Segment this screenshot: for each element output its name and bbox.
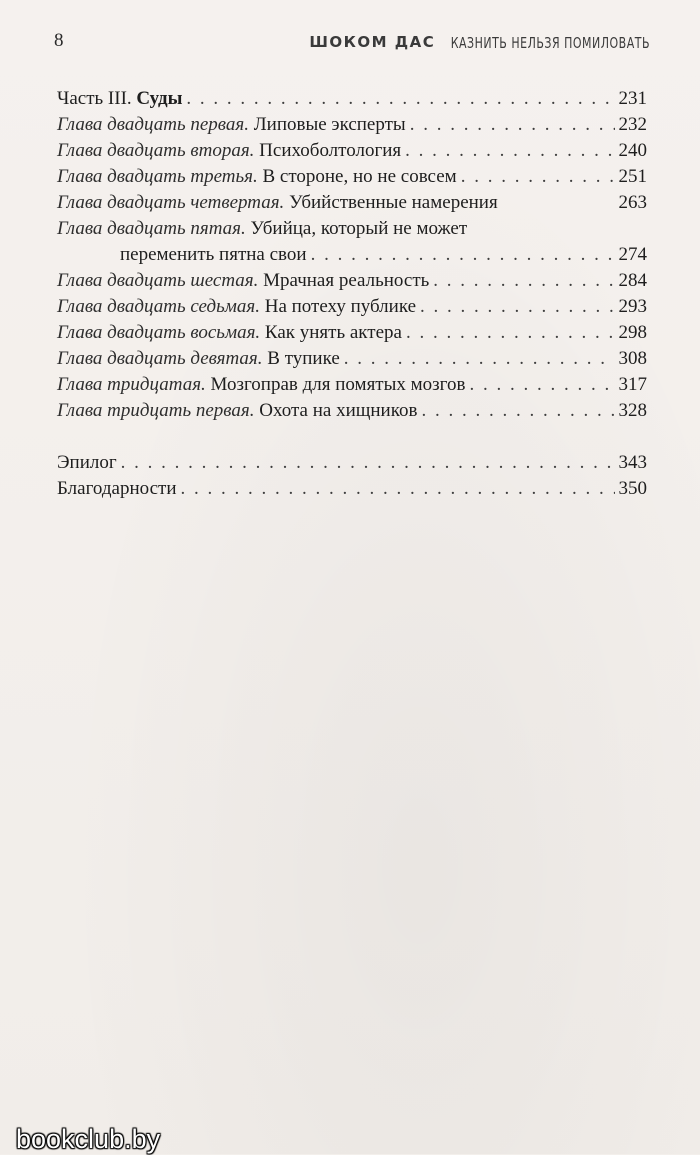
toc-entry-label: Эпилог <box>57 452 117 473</box>
toc-page-number: 274 <box>618 244 647 265</box>
toc-leader-dots <box>420 294 614 320</box>
toc-entry-acknowledgements <box>57 476 647 502</box>
toc-entry-chapter-22 <box>57 138 647 164</box>
toc-entry-label <box>57 190 498 216</box>
chapter-title: В тупике <box>267 348 340 369</box>
toc-entry-label <box>57 320 402 346</box>
toc-leader-dots <box>406 320 615 346</box>
chapter-title: Липовые эксперты <box>253 114 406 135</box>
toc-entry-label <box>57 398 417 424</box>
chapter-title: Убийственные намерения <box>289 192 498 213</box>
chapter-number: Глава тридцатая. <box>57 374 206 395</box>
toc-entry-chapter-28 <box>57 320 647 346</box>
running-head-author: ШОКОМ ДАС <box>309 33 436 51</box>
toc-leader-dots <box>311 242 615 268</box>
toc-page-number: 308 <box>618 348 647 369</box>
toc-page-number: 240 <box>618 140 647 161</box>
toc-entry-part-3 <box>57 86 647 112</box>
toc-entry-label <box>57 294 416 320</box>
toc-leader-dots <box>186 86 614 112</box>
toc-entry-chapter-25-continued <box>57 242 647 268</box>
toc-entry-chapter-26 <box>57 268 647 294</box>
toc-entry-chapter-25 <box>57 216 647 242</box>
toc-entry-label <box>57 372 465 398</box>
toc-leader-dots <box>469 372 614 398</box>
toc-entry-label <box>57 268 429 294</box>
toc-page-number: 263 <box>618 192 647 213</box>
chapter-number: Глава двадцать первая. <box>57 114 250 135</box>
toc-entry-label <box>57 346 340 372</box>
chapter-title: Психоболтология <box>259 140 402 161</box>
chapter-number: Глава двадцать вторая. <box>57 140 255 161</box>
toc-leader-dots <box>433 268 614 294</box>
toc-entry-label <box>57 138 401 164</box>
toc-entry-chapter-27 <box>57 294 647 320</box>
toc-leader-dots <box>181 476 615 502</box>
chapter-number: Глава двадцать седьмая. <box>57 296 260 317</box>
toc-entry-epilogue <box>57 450 647 476</box>
toc-leader-dots <box>461 164 615 190</box>
toc-page-number: 251 <box>618 166 647 187</box>
toc-leader-dots <box>410 112 615 138</box>
chapter-title: В стороне, но не совсем <box>262 166 457 187</box>
chapter-title: На потеху публике <box>264 296 417 317</box>
toc-leader-dots <box>421 398 614 424</box>
toc-entry-chapter-24 <box>57 190 647 216</box>
chapter-title: Как унять актера <box>264 322 402 343</box>
table-of-contents <box>57 86 647 502</box>
chapter-title: Мрачная реальность <box>263 270 430 291</box>
running-head-title: КАЗНИТЬ НЕЛЬЗЯ ПОМИЛОВАТЬ <box>450 34 650 53</box>
toc-entry-label <box>57 164 457 190</box>
toc-entry-chapter-31 <box>57 398 647 424</box>
toc-page-number: 317 <box>618 374 647 395</box>
toc-entry-chapter-21 <box>57 112 647 138</box>
toc-leader-dots <box>405 138 614 164</box>
running-head <box>309 33 650 51</box>
toc-page-number: 343 <box>618 452 647 473</box>
toc-page-number: 231 <box>618 88 647 109</box>
section-spacer <box>57 424 647 450</box>
site-watermark: bookclub.by <box>16 1124 161 1154</box>
toc-entry-chapter-23 <box>57 164 647 190</box>
toc-entry-chapter-30 <box>57 372 647 398</box>
chapter-title-continued: переменить пятна свои <box>120 244 307 265</box>
toc-entry-label <box>57 112 406 138</box>
toc-page-number: 328 <box>618 400 647 421</box>
chapter-number: Глава двадцать шестая. <box>57 270 259 291</box>
chapter-number: Глава двадцать девятая. <box>57 348 263 369</box>
toc-page-number: 350 <box>618 478 647 499</box>
chapter-number: Глава двадцать восьмая. <box>57 322 261 343</box>
toc-leader-dots <box>344 346 615 372</box>
toc-page-number: 293 <box>618 296 647 317</box>
toc-page-number: 298 <box>618 322 647 343</box>
chapter-number: Глава двадцать третья. <box>57 166 258 187</box>
chapter-title: Убийца, который не может <box>250 218 468 239</box>
chapter-title: Охота на хищников <box>259 400 418 421</box>
toc-entry-label: Благодарности <box>57 478 177 499</box>
chapter-number: Глава двадцать пятая. <box>57 218 246 239</box>
page-number: 8 <box>54 30 64 51</box>
part-title: Суды <box>136 88 183 109</box>
chapter-number: Глава тридцать первая. <box>57 400 255 421</box>
chapter-number: Глава двадцать четвертая. <box>57 192 285 213</box>
toc-page-number: 284 <box>618 270 647 291</box>
toc-entry-label <box>57 216 467 242</box>
toc-leader-dots <box>121 450 615 476</box>
toc-entry-chapter-29 <box>57 346 647 372</box>
chapter-title: Мозгоправ для помятых мозгов <box>210 374 466 395</box>
toc-page-number: 232 <box>618 114 647 135</box>
toc-entry-label: Часть III. Суды <box>57 88 183 109</box>
